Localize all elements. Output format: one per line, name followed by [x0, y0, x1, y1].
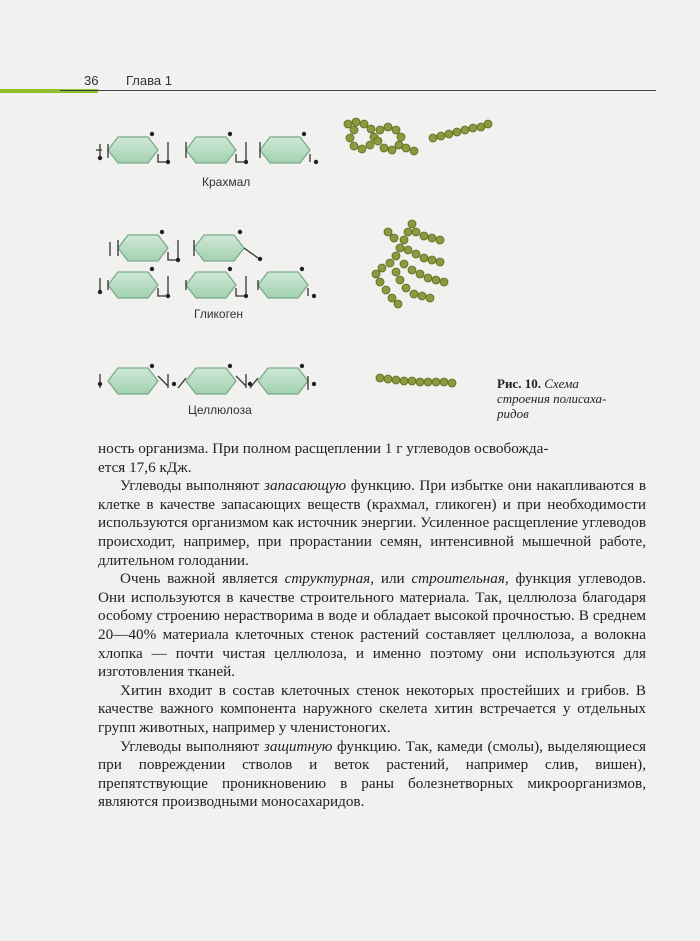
header-rule — [60, 90, 656, 91]
starch-chain — [96, 137, 310, 163]
paragraph-protective-function: Углеводы выполняют защитную функцию. Так, камеди (смолы), выделяющиеся при повреждении стволов и веток растений, например слив, вишен), препятствующие проникновению в раны болезнетворных микроорганизмов, являются производными моносахаридов. — [98, 737, 646, 811]
glycogen-label: Гликоген — [194, 307, 244, 321]
caption-line1: Схема — [544, 376, 579, 391]
cellulose-label: Целлюлоза — [188, 403, 252, 417]
polysaccharide-diagram — [90, 108, 510, 438]
starch-helix-beads — [344, 118, 492, 155]
caption-line2: строения полисаха- — [497, 391, 607, 406]
body-text — [98, 440, 646, 812]
paragraph-continuation: ность организма. При полном расщеплении 1 г углеводов освобожда- ется 17,6 кДж. — [98, 440, 549, 476]
paragraph-storage-function: Углеводы выполняют запасающую функцию. При избытке они накапливаются в клетке в качестве запасающих веществ (крахмал, гликоген) и при необходимости используются организмом как источник энергии. Усиленное расщепление углеводов происходит, например, при прорастании семян, интенсивной мышечной работе, длительном голодании. — [98, 477, 646, 569]
paragraph-chitin: Хитин входит в состав клеточных стенок некоторых простейших и грибов. В качестве важного компонента наружного скелета хитин встречается у отдельных групп животных, например у членистоногих. — [98, 681, 646, 736]
figure-caption — [497, 376, 647, 421]
paragraph-structural-function: Очень важной является структурная, или строительная, функция углеводов. Они используются в качестве строительного материала. Так, целлюлоза благодаря особому строению нерастворима в воде и обладает высокой прочностью. В среднем 20—40% материала клеточных стенок растений составляет целлюлоза, а волокна хлопка — почти чистая целлюлоза, и именно поэтому они используются для изготовления тканей. — [98, 570, 646, 681]
cellulose-straight-beads — [376, 374, 456, 387]
starch-label: Крахмал — [202, 175, 251, 189]
cellulose-chain — [100, 368, 308, 394]
glycogen-branch-beads — [372, 220, 448, 308]
polysaccharide-figure — [90, 108, 510, 438]
chapter-title: Глава 1 — [126, 73, 172, 88]
page-number: 36 — [84, 73, 99, 88]
caption-number: Рис. 10. — [497, 376, 541, 391]
glycogen-chain — [100, 235, 308, 298]
caption-line3: ридов — [497, 406, 529, 421]
